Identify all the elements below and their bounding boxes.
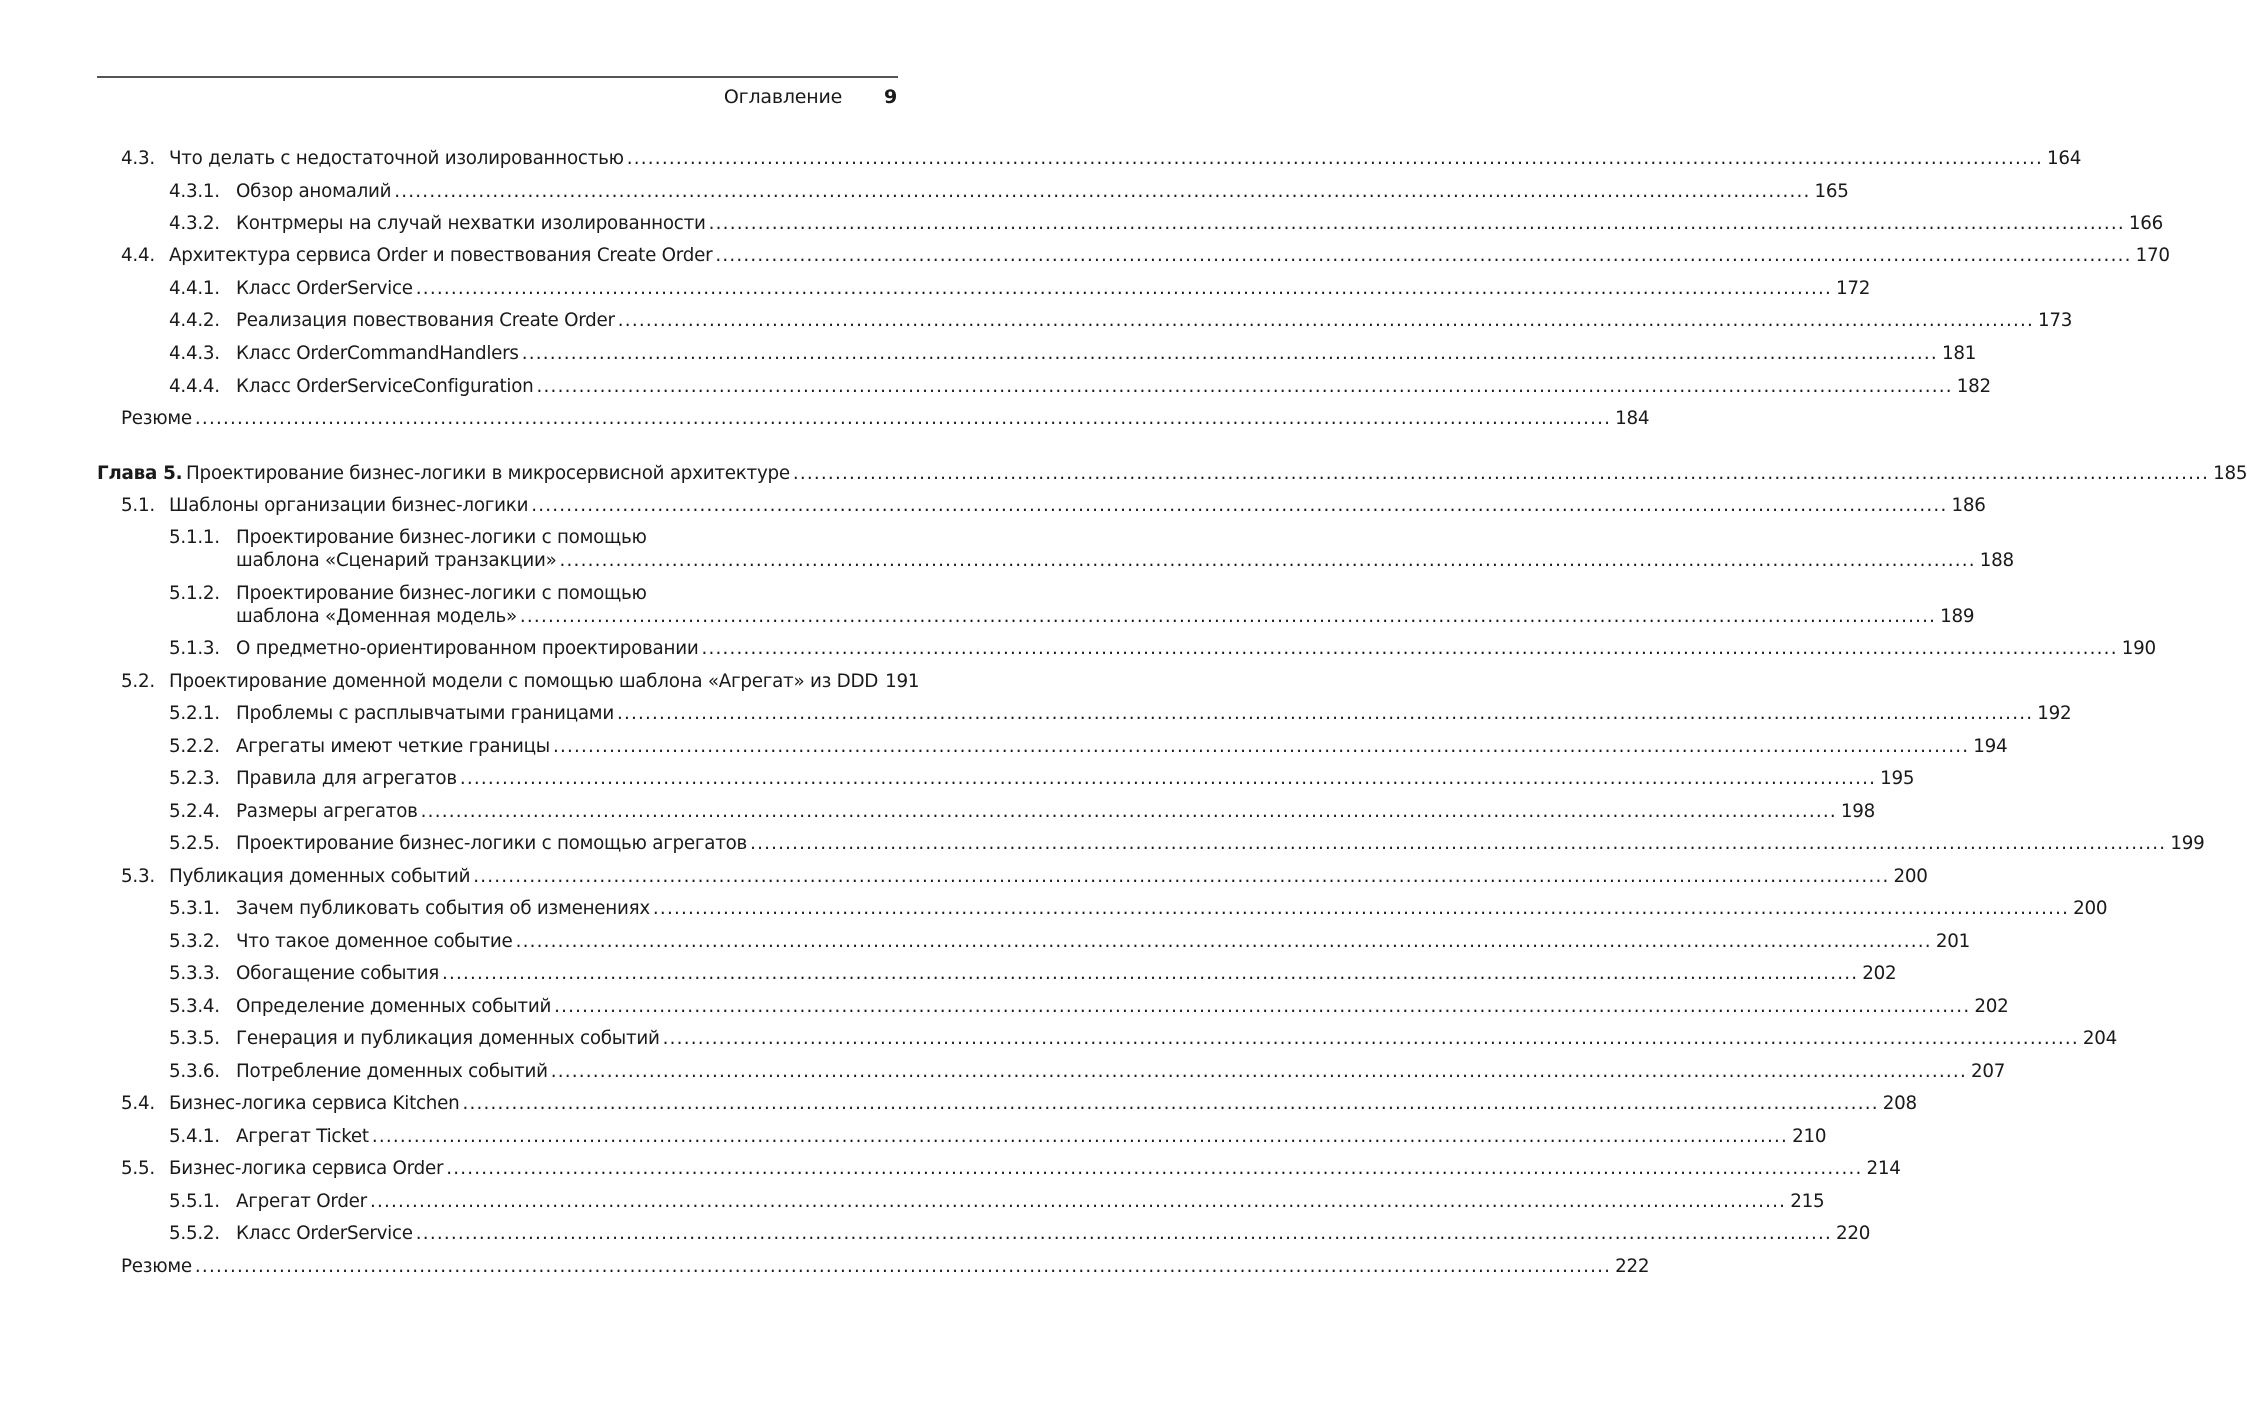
toc-entry-title: Шаблоны организации бизнес-логики [169, 495, 529, 516]
dot-leader [627, 148, 2043, 170]
toc-entry-title: Генерация и публикация доменных событий [236, 1028, 660, 1049]
toc-entry-title: Обогащение события [236, 963, 439, 984]
toc-entry-title: Потребление доменных событий [236, 1061, 548, 1082]
dot-leader [663, 1028, 2079, 1050]
toc-entry-page: 214 [1866, 1158, 1901, 1179]
toc-entry-page: 195 [1880, 768, 1915, 789]
toc-entry-number: 5.2.2. [169, 736, 220, 757]
toc-entry-title: Правила для агрегатов [236, 768, 457, 789]
toc-entry-number: 4.4.2. [169, 310, 220, 331]
dot-leader [750, 833, 2166, 855]
toc-entry-title: Архитектура сервиса Order и повествования Create Order [169, 245, 713, 266]
page-number: 9 [883, 86, 897, 108]
toc-entry-title: Что делать с недостаточной изолированностью [169, 148, 624, 169]
toc-entry-title: Агрегаты имеют четкие границы [236, 736, 550, 757]
dot-leader [520, 606, 1936, 628]
toc-entry-page: 215 [1790, 1191, 1825, 1212]
toc-entry-title: Обзор аномалий [236, 181, 392, 202]
toc-entry-number: 4.3.1. [169, 181, 220, 202]
toc-entry-page: 220 [1836, 1223, 1871, 1244]
dot-leader [370, 1191, 1786, 1213]
toc-entry-title: Проблемы с расплывчатыми границами [236, 703, 614, 724]
toc-entry-title: шаблона «Доменная модель» [236, 606, 517, 627]
toc-entry-number: 5.3.4. [169, 996, 220, 1017]
toc-entry-number: 5.2.5. [169, 833, 220, 854]
toc-entry-page: 184 [1615, 408, 1650, 429]
toc-entry-number: 4.4.4. [169, 376, 220, 397]
running-header-title: Оглавление [723, 86, 843, 108]
dot-leader [531, 495, 1947, 517]
toc-entry-page: 166 [2128, 213, 2164, 234]
toc-entry-title: Резюме [121, 408, 192, 429]
toc-entry-number: Глава 5. [97, 463, 183, 484]
dot-leader [421, 801, 1837, 823]
toc-entry-number: 5.1. [121, 495, 155, 516]
dot-leader [553, 736, 1969, 758]
toc-entry-title-line1: Проектирование бизнес-логики с помощью [236, 583, 647, 604]
toc-entry-title: Контрмеры на случай нехватки изолированности [236, 213, 706, 234]
toc-entry-number: 4.4. [121, 245, 155, 266]
dot-leader [537, 376, 1953, 398]
toc-entry-number: 5.2.4. [169, 801, 220, 822]
dot-leader [460, 768, 1876, 790]
toc-entry-page: 191 [885, 671, 920, 692]
dot-leader [416, 278, 1832, 300]
toc-entry-title: шаблона «Сценарий транзакции» [236, 550, 557, 571]
toc-entry-page: 208 [1882, 1093, 1917, 1114]
toc-entry-page: 207 [1970, 1061, 2006, 1082]
toc-entry-title: Что такое доменное событие [236, 931, 513, 952]
toc-entry-title-line1: Проектирование бизнес-логики с помощью [236, 527, 647, 548]
toc-entry-title: Резюме [121, 1256, 192, 1277]
toc-entry-page: 199 [2170, 833, 2205, 854]
toc-entry-number: 4.4.3. [169, 343, 220, 364]
toc-entry-title: Проектирование бизнес-логики в микросервисной архитектуре [186, 463, 790, 484]
toc-entry-number: 5.2. [121, 671, 155, 692]
toc-entry-number: 5.5.1. [169, 1191, 220, 1212]
dot-leader [653, 898, 2069, 920]
toc-entry-page: 186 [1951, 495, 1986, 516]
toc-entry-title: Класс OrderService [236, 278, 413, 299]
dot-leader [560, 550, 1976, 572]
dot-leader [462, 1093, 1878, 1115]
dot-leader [473, 866, 1889, 888]
dot-leader [372, 1126, 1788, 1148]
dot-leader [416, 1223, 1832, 1245]
toc-entry-number: 4.3.2. [169, 213, 220, 234]
toc-entry-page: 198 [1840, 801, 1876, 822]
toc-entry-title: Бизнес-логика сервиса Kitchen [169, 1093, 460, 1114]
toc-entry-number: 5.5.2. [169, 1223, 220, 1244]
toc-entry-page: 202 [1974, 996, 2009, 1017]
toc-entry-number: 5.1.3. [169, 638, 220, 659]
dot-leader [446, 1158, 1862, 1180]
toc-entry-title: Агрегат Ticket [236, 1126, 369, 1147]
toc-entry-title: Агрегат Order [236, 1191, 367, 1212]
toc-entry-page: 182 [1956, 376, 1991, 397]
toc-entry-number: 5.2.1. [169, 703, 220, 724]
toc-entry-title: Реализация повествования Create Order [236, 310, 615, 331]
toc-entry-page: 172 [1836, 278, 1871, 299]
toc-entry-page: 192 [2037, 703, 2072, 724]
toc-entry-title: Проектирование доменной модели с помощью шаблона «Агрегат» из DDD [169, 671, 879, 692]
dot-leader [522, 343, 1938, 365]
toc-entry-title: Бизнес-логика сервиса Order [169, 1158, 444, 1179]
toc-entry-number: 5.5. [121, 1158, 155, 1179]
header-rule [97, 76, 898, 78]
toc-entry-page: 188 [1979, 550, 2014, 571]
toc-entry-title: О предметно-ориентированном проектировании [236, 638, 699, 659]
dot-leader [618, 310, 2034, 332]
toc-entry-page: 165 [1814, 181, 1849, 202]
toc-entry-page: 189 [1940, 606, 1975, 627]
running-header [724, 86, 897, 108]
toc-entry-page: 170 [2135, 245, 2170, 266]
toc-entry-number: 5.1.1. [169, 527, 220, 548]
dot-leader [195, 408, 1611, 430]
toc-entry-title: Класс OrderServiceConfiguration [236, 376, 534, 397]
toc-entry-number: 5.3.2. [169, 931, 220, 952]
toc-entry-page: 181 [1941, 343, 1977, 364]
toc-entry-title: Класс OrderCommandHandlers [236, 343, 519, 364]
toc-entry-number: 5.3.6. [169, 1061, 220, 1082]
toc-entry-page: 194 [1973, 736, 2008, 757]
toc-entry-page: 200 [1893, 866, 1928, 887]
toc-entry-page: 190 [2121, 638, 2156, 659]
toc-entry-number: 5.3. [121, 866, 155, 887]
dot-leader [516, 931, 1932, 953]
toc-entry-number: 4.4.1. [169, 278, 220, 299]
toc-entry-page: 210 [1792, 1126, 1827, 1147]
toc-entry-title: Зачем публиковать события об изменениях [236, 898, 650, 919]
toc-entry-page: 185 [2213, 463, 2247, 484]
dot-leader [715, 245, 2131, 267]
toc-entry-number: 5.4.1. [169, 1126, 220, 1147]
toc-entry-title: Определение доменных событий [236, 996, 552, 1017]
toc-entry-number: 5.3.5. [169, 1028, 220, 1049]
toc-entry-page: 173 [2038, 310, 2073, 331]
toc-entry-number: 5.1.2. [169, 583, 220, 604]
toc-entry-number: 5.4. [121, 1093, 155, 1114]
dot-leader [442, 963, 1858, 985]
dot-leader [701, 638, 2117, 660]
toc-entry-number: 5.3.1. [169, 898, 220, 919]
toc-entry-number: 4.3. [121, 148, 155, 169]
toc-entry-title: Проектирование бизнес-логики с помощью агрегатов [236, 833, 748, 854]
toc-entry-title: Размеры агрегатов [236, 801, 418, 822]
dot-leader [195, 1256, 1611, 1278]
dot-leader [709, 213, 2125, 235]
dot-leader [793, 463, 2209, 485]
toc-entry-title: Публикация доменных событий [169, 866, 471, 887]
dot-leader [554, 996, 1970, 1018]
toc-entry-number: 5.3.3. [169, 963, 220, 984]
dot-leader [617, 703, 2033, 725]
toc-entry-page: 200 [2073, 898, 2108, 919]
toc-entry-page: 204 [2082, 1028, 2118, 1049]
toc-entry-title: Класс OrderService [236, 1223, 413, 1244]
toc-entry-page: 202 [1862, 963, 1897, 984]
toc-entry-page: 222 [1615, 1256, 1650, 1277]
dot-leader [394, 181, 1810, 203]
toc-entry-page: 164 [2047, 148, 2082, 169]
toc-entry-number: 5.2.3. [169, 768, 220, 789]
dot-leader [551, 1061, 1967, 1083]
toc-entry-page: 201 [1935, 931, 1970, 952]
